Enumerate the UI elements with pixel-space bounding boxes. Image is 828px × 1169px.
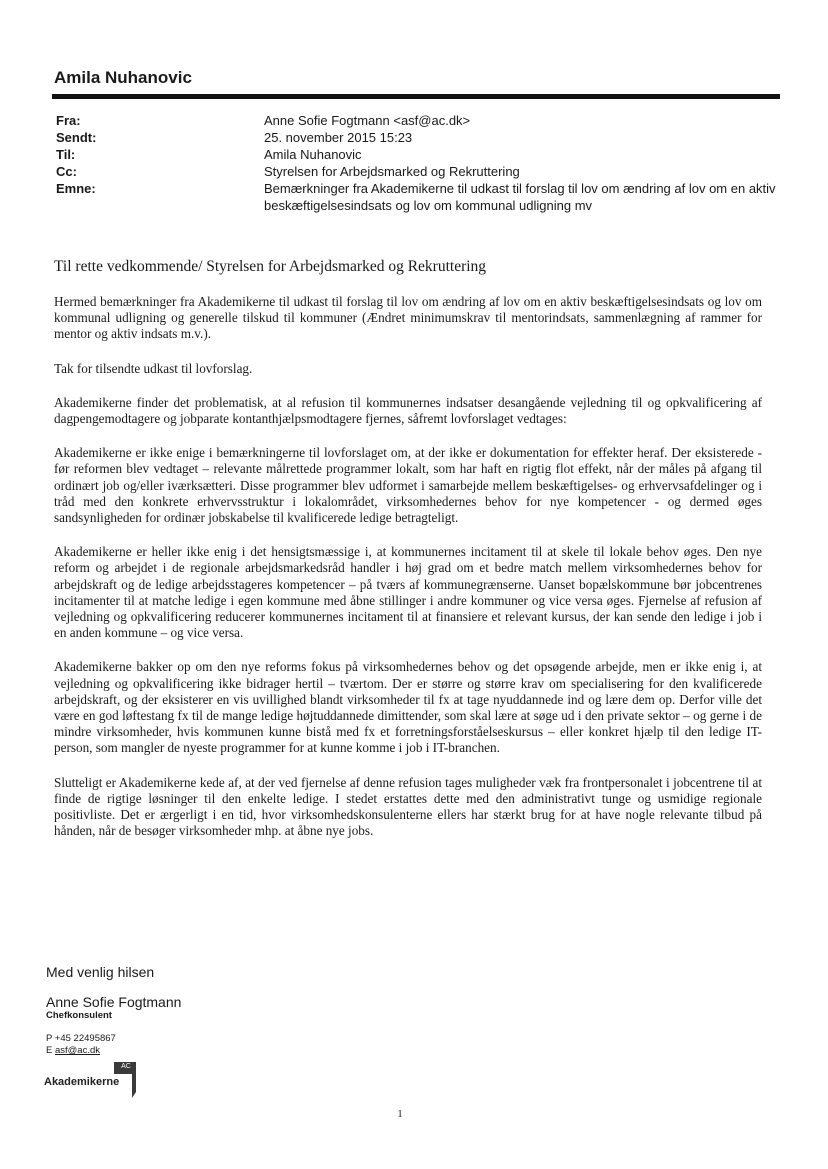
header-row-from xyxy=(56,112,776,129)
signer-name: Anne Sofie Fogtmann xyxy=(46,994,182,1010)
paragraph: Akademikerne er ikke enige i bemærkningerne til lovforslaget om, at der ikke er dokumentation for effekter heraf. Der eksisterede - før reformen blev vedtaget – relevante målrettede programmer lokalt, som har haft en rigtig flot effekt, når der måles på afgang til ordinært job og/eller iværksætteri. Disse programmer blev udformet i samarbejde mellem beskæftigelses- og erhvervsafdelinger og i tråd med den konkrete erhvervsstruktur i lokalområdet, virksomhedernes behov for nye kompetencer - og dermed øges sandsynligheden for ordinær jobskabelse til kvalificerede ledige betragteligt. xyxy=(54,445,762,526)
account-name: Amila Nuhanovic xyxy=(54,68,192,87)
cc-value: Styrelsen for Arbejdsmarked og Rekruttering xyxy=(264,164,520,179)
signature-block xyxy=(46,964,346,1057)
from-label: Fra: xyxy=(56,113,81,128)
logo-text: Akademikerne xyxy=(44,1076,120,1088)
page-number: 1 xyxy=(397,1108,403,1120)
logo-badge: AC xyxy=(121,1063,131,1070)
paragraph: Akademikerne bakker op om den nye reforms fokus på virksomhedernes behov og det opsøgende arbejde, men er ikke enig i, at vejledning og opkvalificering ikke bidrager hertil – tværtom. Der er større og større krav om specialisering for den kvalificerede arbejdskraft, og der eksisterer en vis uvillighed blandt virksomheder til fx at tage nyuddannede ind og lære dem op. Derfor ville det være en god løftestang fx til de mange ledige højtuddannede dimittender, som skal lære at søge ud i den private sektor – og gerne i de mindre virksomheder, hvis kommunen kunne bistå med fx et forretningsforståelseskursus – eller konkret hjælp til den ledige IT-person, som mangler de nyeste programmer for at kunne komme i job i IT-branchen. xyxy=(54,659,762,756)
sent-value: 25. november 2015 15:23 xyxy=(264,130,413,145)
header-row-cc xyxy=(56,163,776,180)
header-divider xyxy=(52,94,780,99)
paragraph: Slutteligt er Akademikerne kede af, at der ved fjernelse af denne refusion tages muligheder væk fra frontpersonalet i jobcentrene til at finde de rigtige løsninger til den enkelte ledige. I stedet erstattes dette med den administrativt tunge og usmidige regionale positivliste. Det er ærgerligt i en tid, hvor virksomhedskonsulenterne ellers har stærkt brug for at have nogle relevante tilbud på hånden, når de besøger virksomheder mhp. at åbne nye jobs. xyxy=(54,774,762,839)
paragraph: Tak for tilsendte udkast til lovforslag. xyxy=(54,360,253,376)
cc-label: Cc: xyxy=(56,164,77,179)
subject-label: Emne: xyxy=(56,181,96,196)
from-value: Anne Sofie Fogtmann <asf@ac.dk> xyxy=(264,113,471,128)
subject-value: Bemærkninger fra Akademikerne til udkast til forslag til lov om ændring af lov om en aktiv beskæftigelsesindsats og lov om kommunal udligning mv xyxy=(264,181,776,213)
email-line xyxy=(46,1045,346,1057)
paragraph: Akademikerne finder det problematisk, at al refusion til kommunernes indsatser desangående vejledning til og opkvalificering af dagpengemodtagere og jobparate kontanthjælpsmodtagere fjernes, såfremt lovforslaget vedtages: xyxy=(54,394,762,427)
letter-body xyxy=(54,258,762,857)
to-label: Til: xyxy=(56,147,76,162)
sent-label: Sendt: xyxy=(56,130,97,145)
signer-title: Chefkonsulent xyxy=(46,1010,112,1021)
email-prefix: E xyxy=(46,1045,55,1056)
email-link[interactable]: asf@ac.dk xyxy=(54,1045,101,1056)
header-row-sent xyxy=(56,129,776,146)
header-row-to xyxy=(56,146,776,163)
closing: Med venlig hilsen xyxy=(46,964,155,980)
to-value: Amila Nuhanovic xyxy=(264,147,362,162)
phone: P +45 22495867 xyxy=(46,1033,116,1044)
paragraph: Akademikerne er heller ikke enig i det hensigtsmæssige i, at kommunernes incitament til at skele til lokale behov øges. Den nye reform og arbejdet i de regionale arbejdsmarkedsråd handler i høj grad om et bedre match mellem virksomhedernes behov for arbejdskraft og de ledige arbejdsstageres kompetencer – på tværs af kommunegrænserne. Uanset bopælskommune bør jobcentrenes incitamenter til at matche ledige i egen kommune med åbne stillinger i andre kommuner og vice versa øges. Fjernelse af refusion af vejledning og opkvalificering reducerer kommunernes incitament til at finansiere et relevant kursus, der kan sende den ledige i job i en anden kommune – og vice versa. xyxy=(54,544,762,641)
greeting: Til rette vedkommende/ Styrelsen for Arbejdsmarked og Rekruttering xyxy=(54,258,487,275)
akademikerne-logo xyxy=(44,1062,144,1100)
email-header xyxy=(56,112,776,214)
paragraph: Hermed bemærkninger fra Akademikerne til udkast til forslag til lov om ændring af lov om en aktiv beskæftigelsesindsats og lov om kommunal udligning og generelle tilskud til kommuner (Ændret minimumskrav til mentorindsats, sammenlægning af rammer for mentor og aktiv indsats m.v.). xyxy=(54,294,762,342)
header-row-subject xyxy=(56,180,776,214)
